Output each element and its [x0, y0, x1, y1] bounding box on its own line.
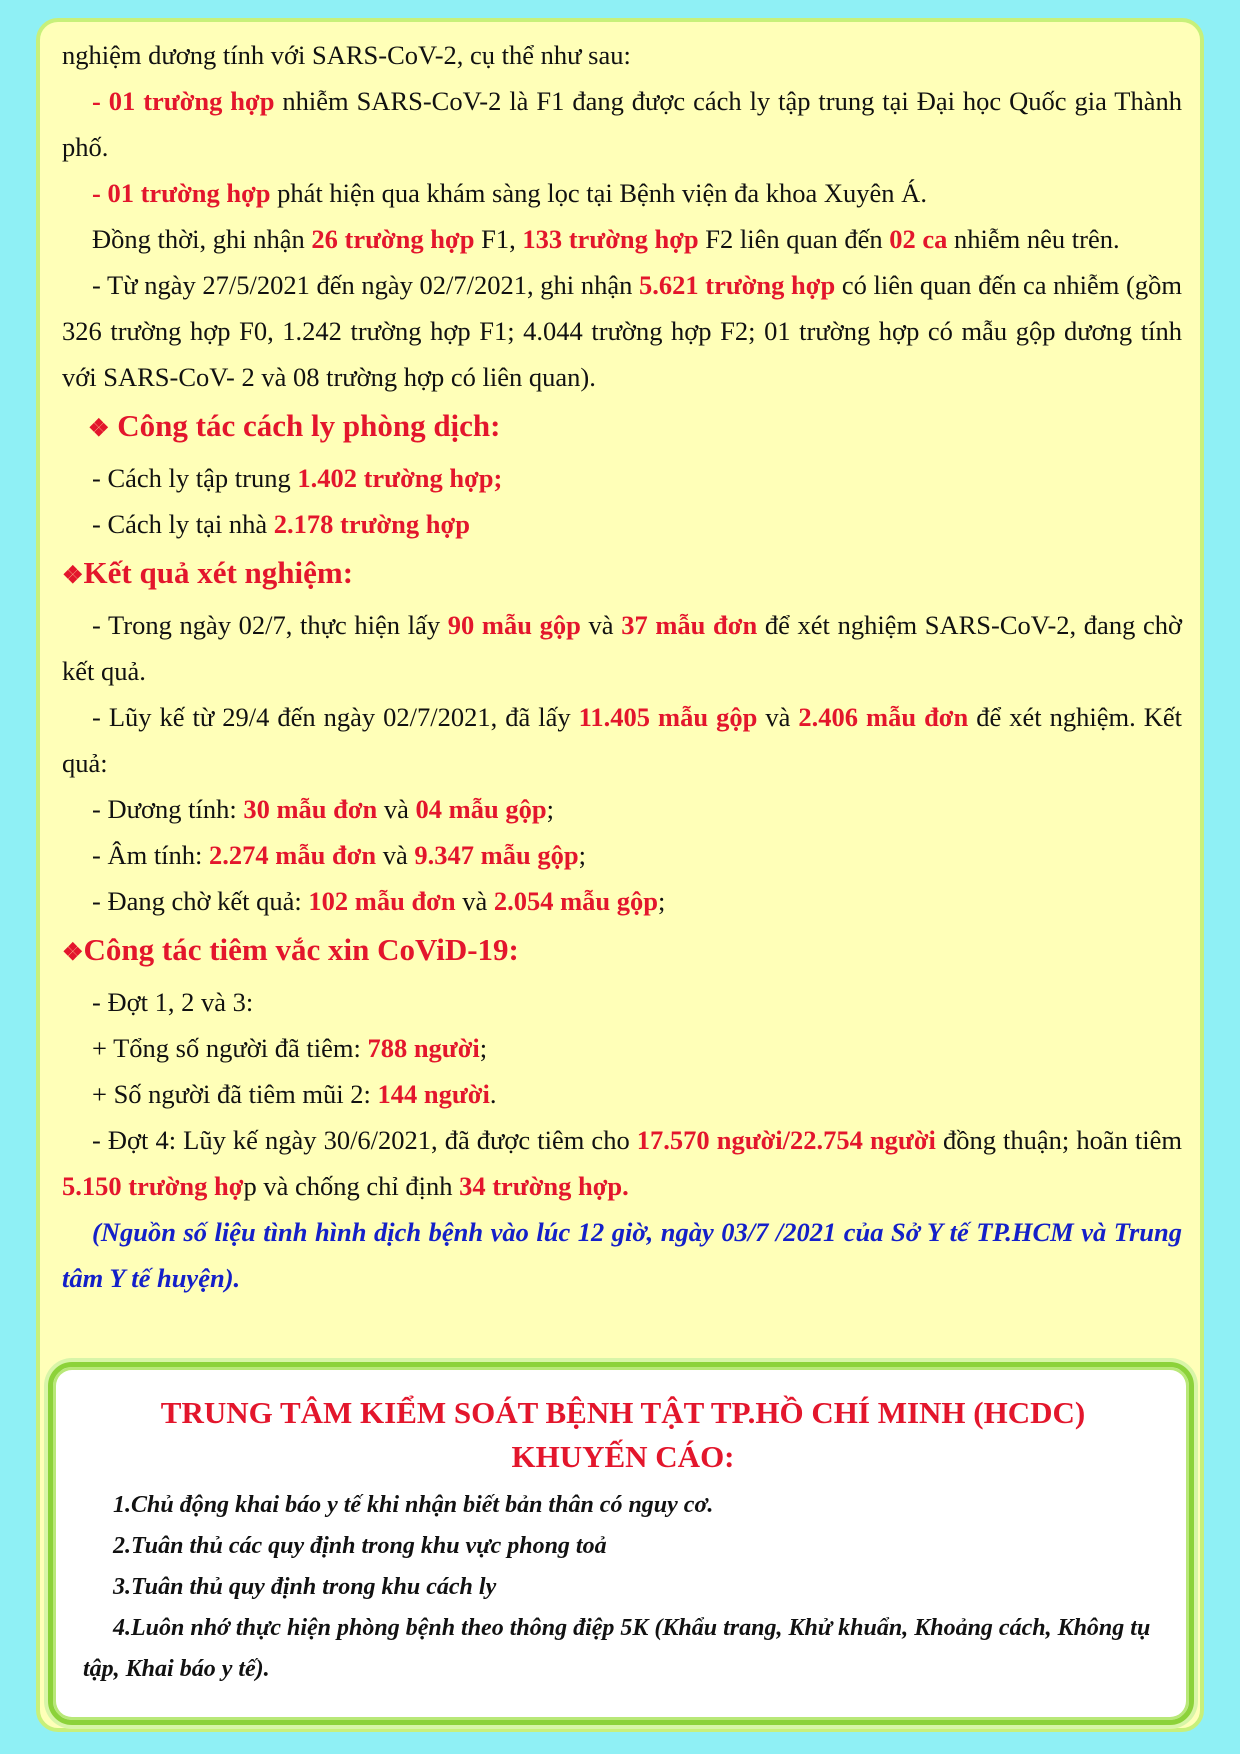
paragraph-case-2: - 01 trường hợp phát hiện qua khám sàng lọc tại Bệnh viện đa khoa Xuyên Á.	[92, 178, 927, 208]
paragraph-rounds: - Đợt 1, 2 và 3:	[92, 987, 254, 1017]
recommendation-item: 4.Luôn nhớ thực hiện phòng bệnh theo thông điệp 5K (Khẩu trang, Khử khuẩn, Khoảng cách, Không tụ tập, Khai báo y tế).	[83, 1615, 1151, 1682]
paragraph-pending: - Đang chờ kết quả: 102 mẫu đơn và 2.054 mẫu gộp;	[92, 886, 666, 916]
diamond-icon: ❖	[88, 416, 110, 442]
recommendation-box	[48, 1362, 1194, 1725]
paragraph-contacts: Đồng thời, ghi nhận 26 trường hợp F1, 133 trường hợp F2 liên quan đến 02 ca nhiễm nêu trên.	[92, 224, 1120, 254]
document-page	[36, 18, 1204, 1732]
paragraph-round-4: - Đợt 4: Lũy kế ngày 30/6/2021, đã được tiêm cho 17.570 người/22.754 người đồng thuận; hoãn tiêm 5.150 trường hợp và chống chỉ định 34 trường hợp.	[62, 1125, 1182, 1201]
paragraph-tests-today: - Trong ngày 02/7, thực hiện lấy 90 mẫu gộp và 37 mẫu đơn để xét nghiệm SARS-CoV-2, đang chờ kết quả.	[62, 610, 1182, 686]
paragraph-second-dose: + Số người đã tiêm mũi 2: 144 người.	[92, 1079, 497, 1109]
paragraph-positive: - Dương tính: 30 mẫu đơn và 04 mẫu gộp;	[92, 794, 554, 824]
heading-isolation: ❖ Công tác cách ly phòng dịch:	[88, 408, 501, 443]
document-body	[62, 32, 1182, 1301]
heading-test-results: ❖Kết quả xét nghiệm:	[62, 555, 354, 590]
recommendation-item: 2.Tuân thủ các quy định trong khu vực phong toả	[113, 1533, 607, 1559]
paragraph-centralized-isolation: - Cách ly tập trung 1.402 trường hợp;	[92, 463, 503, 493]
recommendation-item: 1.Chủ động khai báo y tế khi nhận biết bản thân có nguy cơ.	[113, 1492, 714, 1518]
box-title-org: TRUNG TÂM KIỂM SOÁT BỆNH TẬT TP.HỒ CHÍ MINH (HCDC)	[160, 1395, 1086, 1430]
paragraph-source: (Nguồn số liệu tình hình dịch bệnh vào lúc 12 giờ, ngày 03/7 /2021 của Sở Y tế TP.HCM và Trung tâm Y tế huyện).	[62, 1217, 1182, 1293]
box-title-recommendation: KHUYẾN CÁO:	[511, 1439, 735, 1474]
diamond-icon: ❖	[62, 940, 84, 966]
heading-vaccination: ❖Công tác tiêm vắc xin CoViD-19:	[62, 932, 519, 967]
recommendation-item: 3.Tuân thủ quy định trong khu cách ly	[113, 1574, 497, 1600]
paragraph-cumulative: - Từ ngày 27/5/2021 đến ngày 02/7/2021, ghi nhận 5.621 trường hợp có liên quan đến ca nhiễm (gồm 326 trường hợp F0, 1.242 trường hợp F1; 4.044 trường hợp F2; 01 trường hợp có mẫu gộp dương tính với SARS-CoV- 2 và 08 trường hợp có liên quan).	[62, 270, 1182, 392]
paragraph-negative: - Âm tính: 2.274 mẫu đơn và 9.347 mẫu gộp;	[92, 840, 586, 870]
paragraph-home-isolation: - Cách ly tại nhà 2.178 trường hợp	[92, 509, 470, 539]
paragraph-intro: nghiệm dương tính với SARS-CoV-2, cụ thể như sau:	[62, 40, 631, 70]
paragraph-tests-cumulative: - Lũy kế từ 29/4 đến ngày 02/7/2021, đã lấy 11.405 mẫu gộp và 2.406 mẫu đơn để xét nghiệm. Kết quả:	[62, 702, 1182, 778]
paragraph-total-vaccinated: + Tổng số người đã tiêm: 788 người;	[92, 1033, 488, 1063]
paragraph-case-1: - 01 trường hợp nhiễm SARS-CoV-2 là F1 đang được cách ly tập trung tại Đại học Quốc gia Thành phố.	[62, 86, 1182, 162]
diamond-icon: ❖	[62, 563, 84, 589]
